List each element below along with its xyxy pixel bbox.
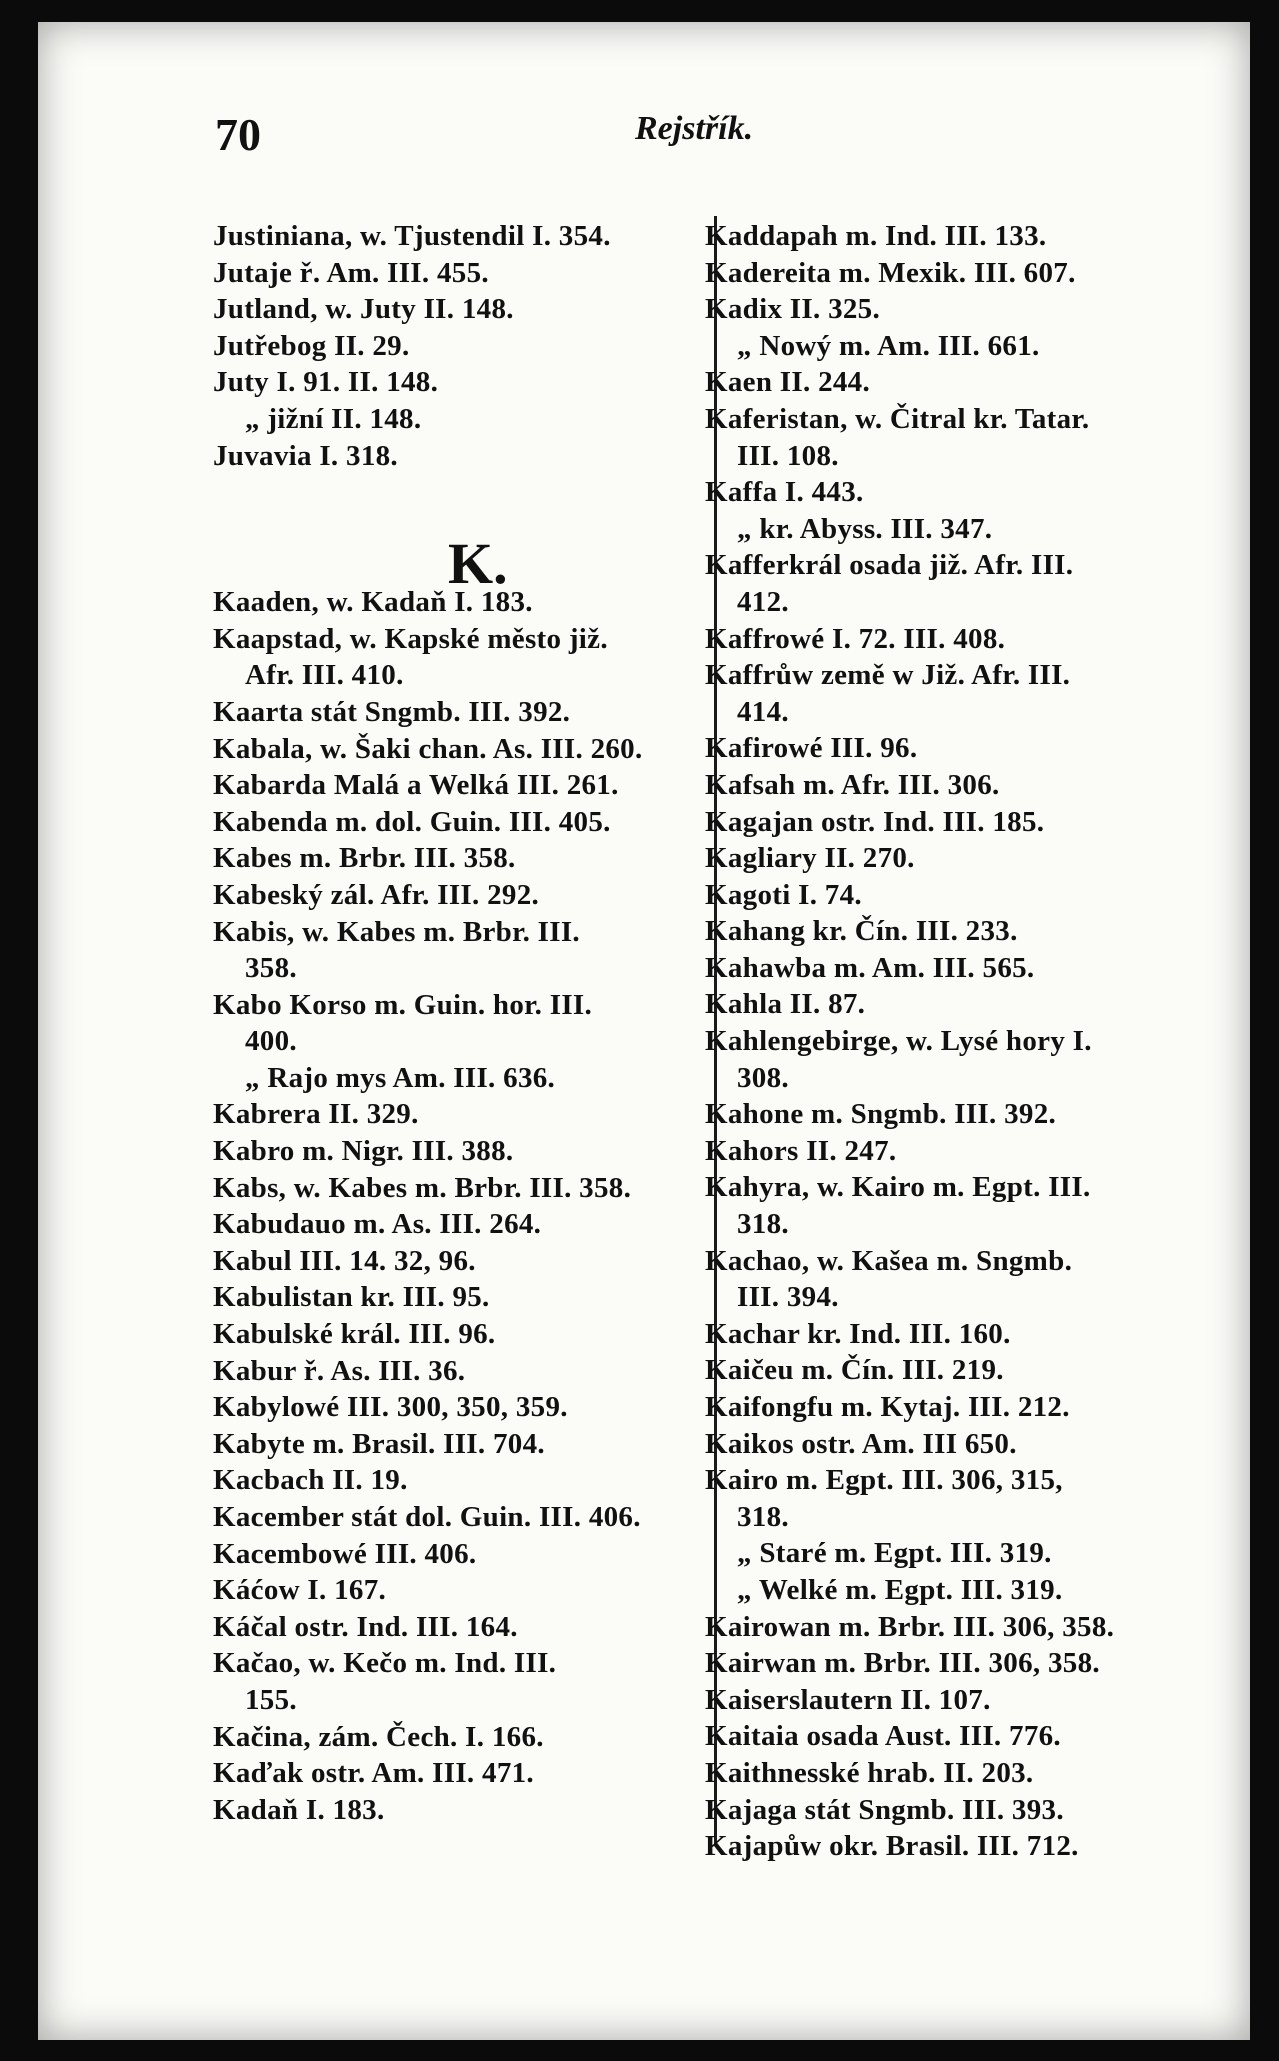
index-entry: Kačao, w. Kečo m. Ind. III. <box>213 1647 557 1680</box>
index-entry: „ Rajo mys Am. III. 636. <box>245 1061 556 1094</box>
index-entry: Kaferistan, w. Čitral kr. Tatar. <box>705 402 1090 435</box>
index-entry: Kabala, w. Šaki chan. As. III. 260. <box>213 732 643 765</box>
index-entry: 358. <box>245 952 297 985</box>
index-entry: Kahyra, w. Kairo m. Egpt. III. <box>705 1171 1091 1204</box>
index-entry: „ Welké m. Egpt. III. 319. <box>737 1573 1063 1606</box>
index-entry: Jutřebog II. 29. <box>213 329 410 362</box>
index-entry: Kairowan m. Brbr. III. 306, 358. <box>705 1610 1115 1643</box>
index-entry: Kaapstad, w. Kapské město již. <box>213 622 608 655</box>
index-entry: Kahlengebirge, w. Lysé hory I. <box>705 1025 1092 1058</box>
index-entry: „ Nowý m. Am. III. 661. <box>737 329 1040 362</box>
index-entry: Kafirowé III. 96. <box>705 732 918 765</box>
section-letter: K. <box>448 531 508 596</box>
index-entry: Kacembowé III. 406. <box>213 1537 477 1570</box>
page-number: 70 <box>215 109 261 160</box>
index-entry: Jutland, w. Juty II. 148. <box>213 293 514 326</box>
index-entry: Kajapůw okr. Brasil. III. 712. <box>705 1830 1079 1863</box>
index-entry: 308. <box>737 1061 789 1094</box>
index-entry: Kairo m. Egpt. III. 306, 315, <box>705 1464 1063 1497</box>
index-entry: Kaičeu m. Čín. III. 219. <box>705 1354 1004 1387</box>
index-entry: Kaitaia osada Aust. III. 776. <box>705 1720 1061 1753</box>
index-entry: Kadereita m. Mexik. III. 607. <box>705 256 1076 289</box>
index-entry: Kabeský zál. Afr. III. 292. <box>213 878 540 911</box>
index-entry: Kabo Korso m. Guin. hor. III. <box>213 988 593 1021</box>
index-entry: III. 394. <box>737 1281 839 1314</box>
index-entry: Kaddapah m. Ind. III. 133. <box>705 220 1047 252</box>
index-entry: Kabudauo m. As. III. 264. <box>213 1208 542 1241</box>
index-entry: Kabes m. Brbr. III. 358. <box>213 842 516 875</box>
index-entry: Kafsah m. Afr. III. 306. <box>705 768 1000 801</box>
index-entry: Káćow I. 167. <box>213 1574 387 1607</box>
index-entry: Kafferkrál osada již. Afr. III. <box>705 549 1074 582</box>
index-entry: Jutaje ř. Am. III. 455. <box>213 256 489 289</box>
index-entry: Kaarta stát Sngmb. III. 392. <box>213 695 571 728</box>
index-entry: III. 108. <box>737 439 839 472</box>
index-entry: „ kr. Abyss. III. 347. <box>737 512 993 545</box>
index-entry: Kabul III. 14. 32, 96. <box>213 1244 476 1277</box>
index-entry: Kahors II. 247. <box>705 1134 897 1167</box>
index-entry: Kabur ř. As. III. 36. <box>213 1354 466 1387</box>
index-entry: Kačina, zám. Čech. I. 166. <box>213 1720 544 1753</box>
right-column <box>705 218 1225 1865</box>
index-entry: Kaffa I. 443. <box>705 476 864 509</box>
index-entry: Kabylowé III. 300, 350, 359. <box>213 1391 568 1424</box>
index-entry: Kagajan ostr. Ind. III. 185. <box>705 805 1045 838</box>
index-entry: 412. <box>737 585 789 618</box>
index-entry: 400. <box>245 1025 297 1058</box>
index-entry: Kabs, w. Kabes m. Brbr. III. 358. <box>213 1171 632 1204</box>
index-entry: Afr. III. 410. <box>245 659 404 692</box>
left-column <box>213 218 713 1828</box>
index-entry: „ Staré m. Egpt. III. 319. <box>737 1537 1052 1570</box>
index-entry: 318. <box>737 1500 789 1533</box>
index-entry: Kadix II. 325. <box>705 293 881 326</box>
index-entry: Kaaden, w. Kadaň I. 183. <box>213 586 533 619</box>
index-entry: Kahla II. 87. <box>705 988 866 1021</box>
index-entry: 414. <box>737 695 789 728</box>
index-entry: Kagliary II. 270. <box>705 842 915 875</box>
index-entry: Kaffrůw země w Již. Afr. III. <box>705 659 1071 692</box>
index-entry: Kaiserslautern II. 107. <box>705 1683 991 1716</box>
index-entry: Kabulistan kr. III. 95. <box>213 1281 490 1314</box>
index-entry: Kadaň I. 183. <box>213 1793 385 1826</box>
index-entry: Kahang kr. Čín. III. 233. <box>705 915 1018 948</box>
index-entry: Kabulské král. III. 96. <box>213 1318 496 1351</box>
index-entry: Justiniana, w. Tjustendil I. 354. <box>213 220 611 252</box>
index-entry: Kahawba m. Am. III. 565. <box>705 951 1035 984</box>
index-entry: 318. <box>737 1208 789 1241</box>
index-entry: Juvavia I. 318. <box>213 439 398 472</box>
index-entry: Kachao, w. Kašea m. Sngmb. <box>705 1244 1073 1277</box>
index-entry: Kabrera II. 329. <box>213 1098 419 1131</box>
index-entry: Juty I. 91. II. 148. <box>213 366 439 399</box>
index-entry: Kaikos ostr. Am. III 650. <box>705 1427 1017 1460</box>
index-entry: Kabenda m. dol. Guin. III. 405. <box>213 805 611 838</box>
index-entry: 155. <box>245 1683 297 1716</box>
index-entry: Kaďak ostr. Am. III. 471. <box>213 1757 534 1790</box>
index-entry: Kabarda Malá a Welká III. 261. <box>213 769 619 802</box>
index-entry: Kabis, w. Kabes m. Brbr. III. <box>213 915 580 948</box>
index-entry: Kaithnesské hrab. II. 203. <box>705 1756 1034 1789</box>
index-entry: Kabyte m. Brasil. III. 704. <box>213 1427 545 1460</box>
index-entry: Káčal ostr. Ind. III. 164. <box>213 1610 518 1643</box>
index-entry: Kacbach II. 19. <box>213 1464 408 1497</box>
index-entry: Kahone m. Sngmb. III. 392. <box>705 1098 1057 1131</box>
index-entry: Kaffrowé I. 72. III. 408. <box>705 622 1006 655</box>
index-entry: Kaen II. 244. <box>705 366 871 399</box>
index-entry: Kabro m. Nigr. III. 388. <box>213 1135 514 1168</box>
index-entry: Kaifongfu m. Kytaj. III. 212. <box>705 1391 1070 1423</box>
index-entry: Kachar kr. Ind. III. 160. <box>705 1317 1011 1350</box>
index-entry: Kagoti I. 74. <box>705 878 862 911</box>
index-entry: Kairwan m. Brbr. III. 306, 358. <box>705 1647 1100 1680</box>
index-entry: Kajaga stát Sngmb. III. 393. <box>705 1793 1064 1826</box>
running-title: Rejstřík. <box>635 110 754 147</box>
index-entry: „ jižní II. 148. <box>245 402 422 435</box>
index-entry: Kacember stát dol. Guin. III. 406. <box>213 1501 641 1533</box>
